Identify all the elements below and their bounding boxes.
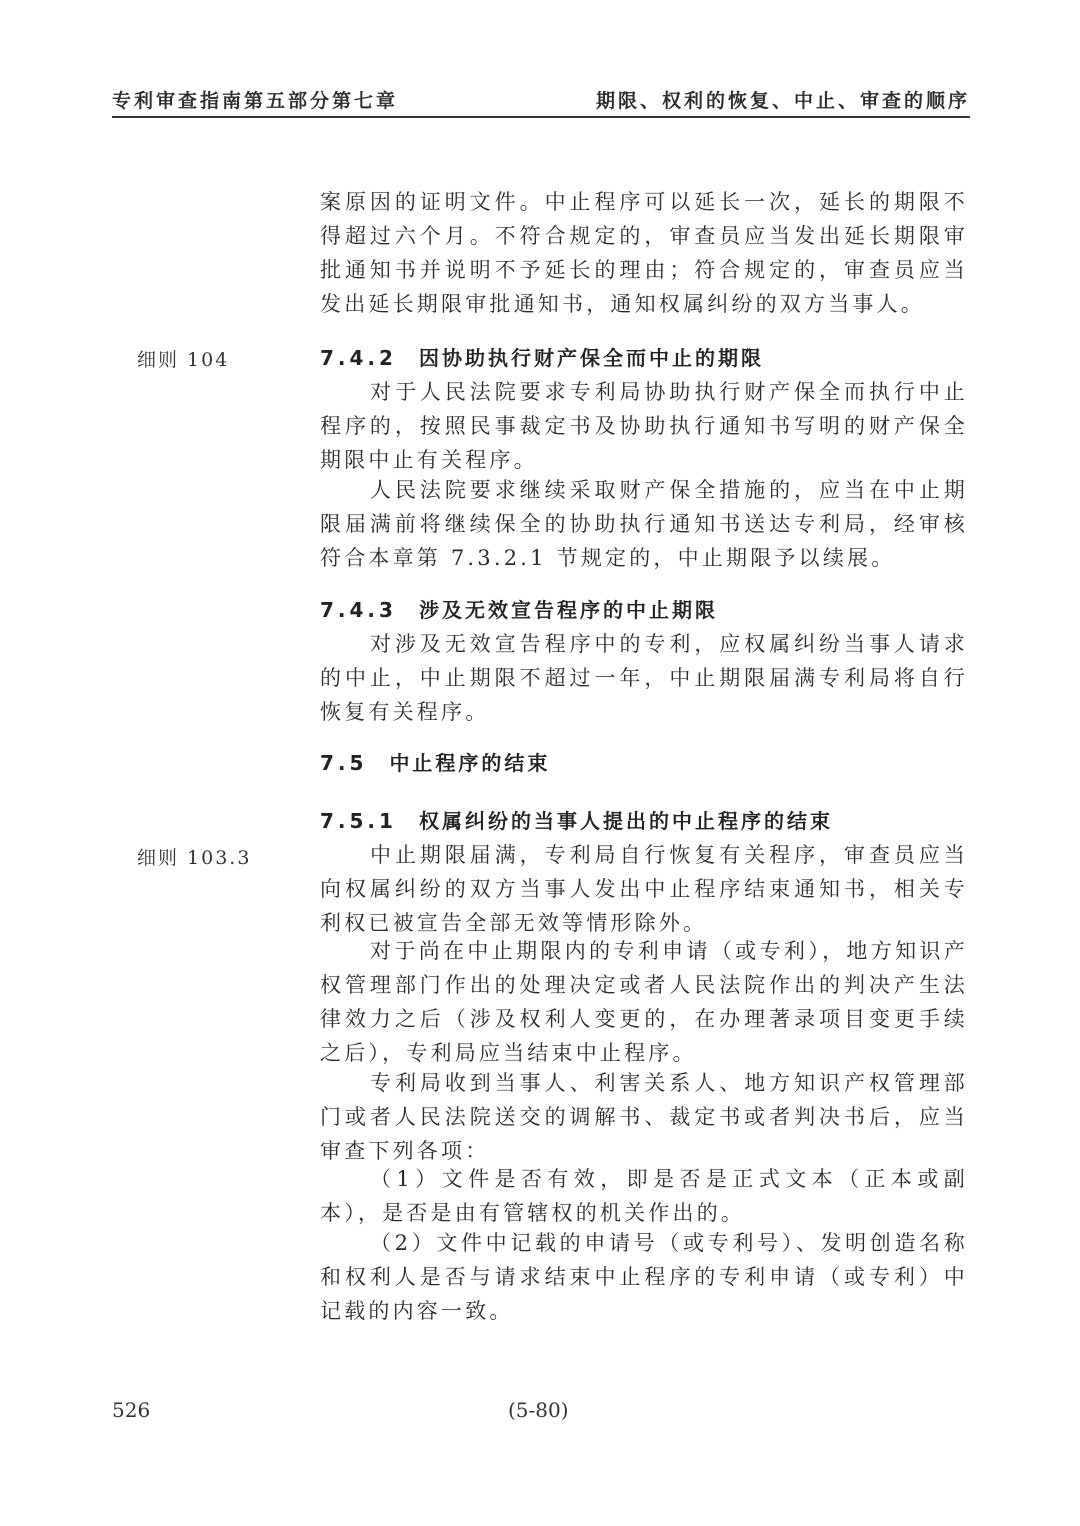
section-heading-7-5-1 (320, 804, 968, 838)
section-number: 7.5 (320, 751, 368, 775)
margin-note-rule-104: 细则 104 (137, 349, 230, 371)
list-item: （2）文件中记载的申请号（或专利号）、发明创造名称和权利人是否与请求结束中止程序的专利申请（或专利）中记载的内容一致。 (320, 1231, 968, 1323)
list-item: （1）文件是否有效，即是否是正式文本（正本或副本），是否是由有管辖权的机关作出的。 (320, 1167, 968, 1225)
section-title: 涉及无效宣告程序的中止期限 (418, 598, 718, 622)
section-heading-7-4-3 (320, 593, 968, 627)
paragraph: 对于人民法院要求专利局协助执行财产保全而执行中止程序的，按照民事裁定书及协助执行通知书写明的财产保全期限中止有关程序。 (320, 380, 968, 472)
page-number: 526 (112, 1398, 151, 1422)
running-header (112, 86, 970, 118)
paragraph-continuation: 案原因的证明文件。中止程序可以延长一次，延长的期限不得超过六个月。不符合规定的，审查员应当发出延长期限审批通知书并说明不予延长的理由；符合规定的，审查员应当发出延长期限审批通知书，通知权属纠纷的双方当事人。 (320, 190, 968, 316)
section-number: 7.5.1 (320, 809, 397, 833)
paragraph: 对涉及无效宣告程序中的专利，应权属纠纷当事人请求的中止，中止期限不超过一年，中止期限届满专利局将自行恢复有关程序。 (320, 632, 968, 724)
section-title: 因协助执行财产保全而中止的期限 (418, 346, 764, 370)
section-title: 中止程序的结束 (389, 751, 551, 775)
margin-note-rule-103-3: 细则 103.3 (137, 847, 252, 869)
section-heading-7-5 (320, 746, 968, 780)
section-page-code: (5-80) (508, 1398, 569, 1422)
section-number: 7.4.2 (320, 346, 397, 370)
paragraph: 专利局收到当事人、利害关系人、地方知识产权管理部门或者人民法院送交的调解书、裁定书或者判决书后，应当审查下列各项： (320, 1071, 968, 1163)
section-heading-7-4-2 (320, 341, 968, 375)
header-section-title: 期限、权利的恢复、中止、审查的顺序 (595, 90, 970, 112)
paragraph: 中止期限届满，专利局自行恢复有关程序，审查员应当向权属纠纷的双方当事人发出中止程序结束通知书，相关专利权已被宣告全部无效等情形除外。 (320, 843, 968, 935)
paragraph: 人民法院要求继续采取财产保全措施的，应当在中止期限届满前将继续保全的协助执行通知书送达专利局，经审核符合本章第 7.3.2.1 节规定的，中止期限予以续展。 (320, 478, 968, 570)
header-chapter-title: 专利审查指南第五部分第七章 (112, 90, 399, 112)
paragraph: 对于尚在中止期限内的专利申请（或专利），地方知识产权管理部门作出的处理决定或者人民法院作出的判决产生法律效力之后（涉及权利人变更的，在办理著录项目变更手续之后），专利局应当结束中止程序。 (320, 939, 968, 1065)
section-number: 7.4.3 (320, 598, 397, 622)
section-title: 权属纠纷的当事人提出的中止程序的结束 (418, 809, 833, 833)
